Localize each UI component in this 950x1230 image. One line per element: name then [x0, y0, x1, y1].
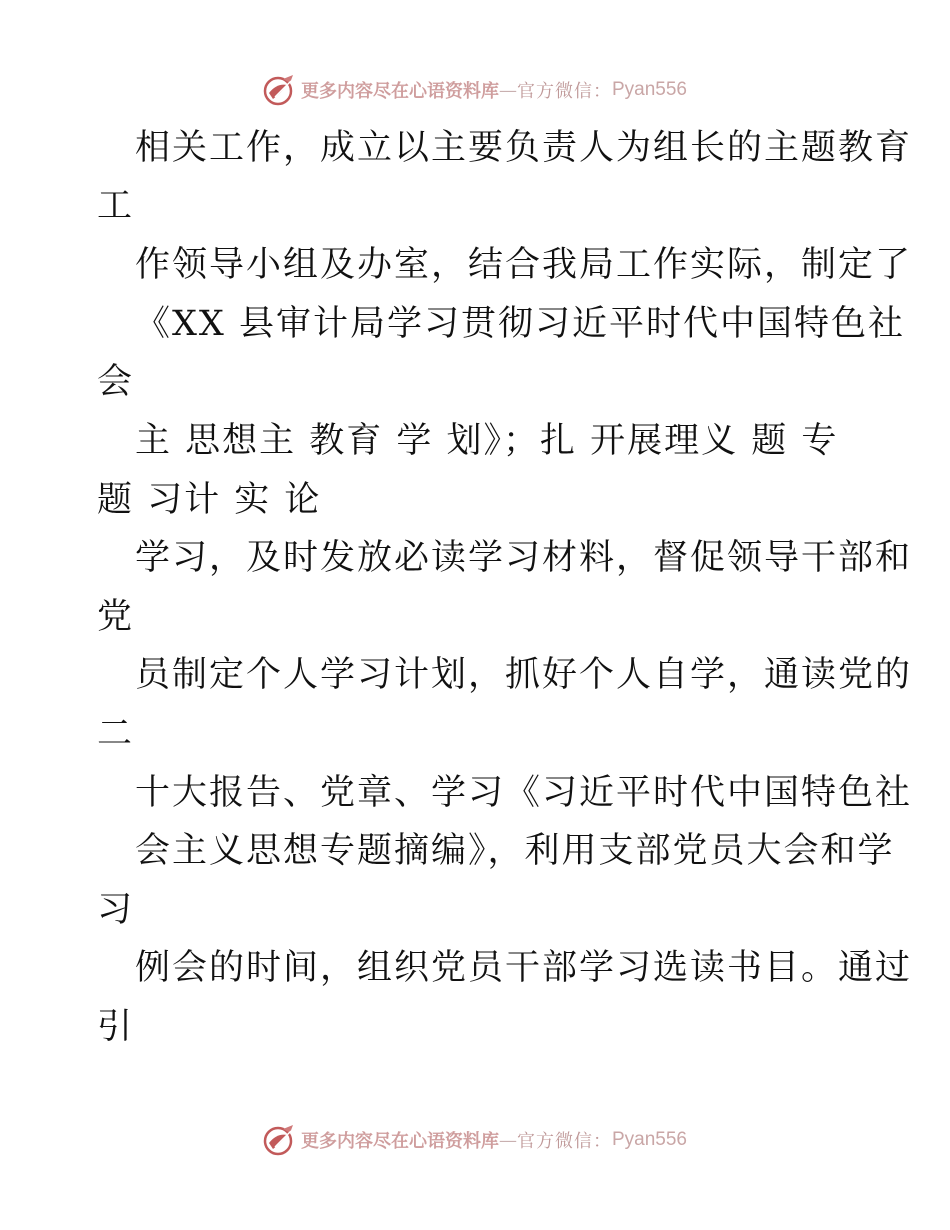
banner-title: 更多内容尽在心语资料库	[300, 81, 499, 102]
text-line: 《XX 县审计局学习贯彻习近平时代中国特色社	[135, 304, 905, 344]
banner-wechat-label: 官方微信：	[516, 81, 612, 102]
footer-banner	[0, 1120, 950, 1160]
text-line: 学习，及时发放必读学习材料，督促领导干部和	[135, 538, 913, 578]
text-line: 党	[97, 597, 135, 637]
banner-wechat-label: 官方微信：	[516, 1131, 612, 1152]
banner-title: 更多内容尽在心语资料库	[300, 1131, 499, 1152]
text-line: 相关工作，成立以主要负责人为组长的主题教育	[135, 128, 913, 168]
text-line: 主 思想主 教育 学 划》；扎 开展理义 题 专	[135, 421, 839, 461]
text-line: 习	[97, 890, 135, 930]
text-line: 会	[97, 362, 135, 402]
text-line: 作领导小组及办室，结合我局工作实际，制定了	[135, 245, 913, 285]
text-line: 十大报告、党章、学习《习近平时代中国特色社	[135, 773, 913, 813]
pen-logo-icon	[263, 73, 297, 107]
text-line: 二	[97, 714, 135, 754]
header-banner	[0, 70, 950, 110]
text-line: 引	[97, 1007, 135, 1047]
text-line: 会主义思想专题摘编》，利用支部党员大会和学	[135, 831, 895, 871]
pen-logo-icon	[263, 1123, 297, 1157]
text-line: 题 习计 实 论	[97, 480, 322, 520]
text-line: 例会的时间，组织党员干部学习选读书目。通过	[135, 948, 913, 988]
banner-dash: —	[498, 79, 517, 101]
text-line: 员制定个人学习计划，抓好个人自学，通读党的	[135, 655, 913, 695]
banner-wechat-id: Pyan556	[611, 1129, 687, 1150]
banner-dash: —	[498, 1129, 517, 1151]
text-line: 工	[97, 186, 135, 226]
banner-wechat-id: Pyan556	[611, 79, 687, 100]
